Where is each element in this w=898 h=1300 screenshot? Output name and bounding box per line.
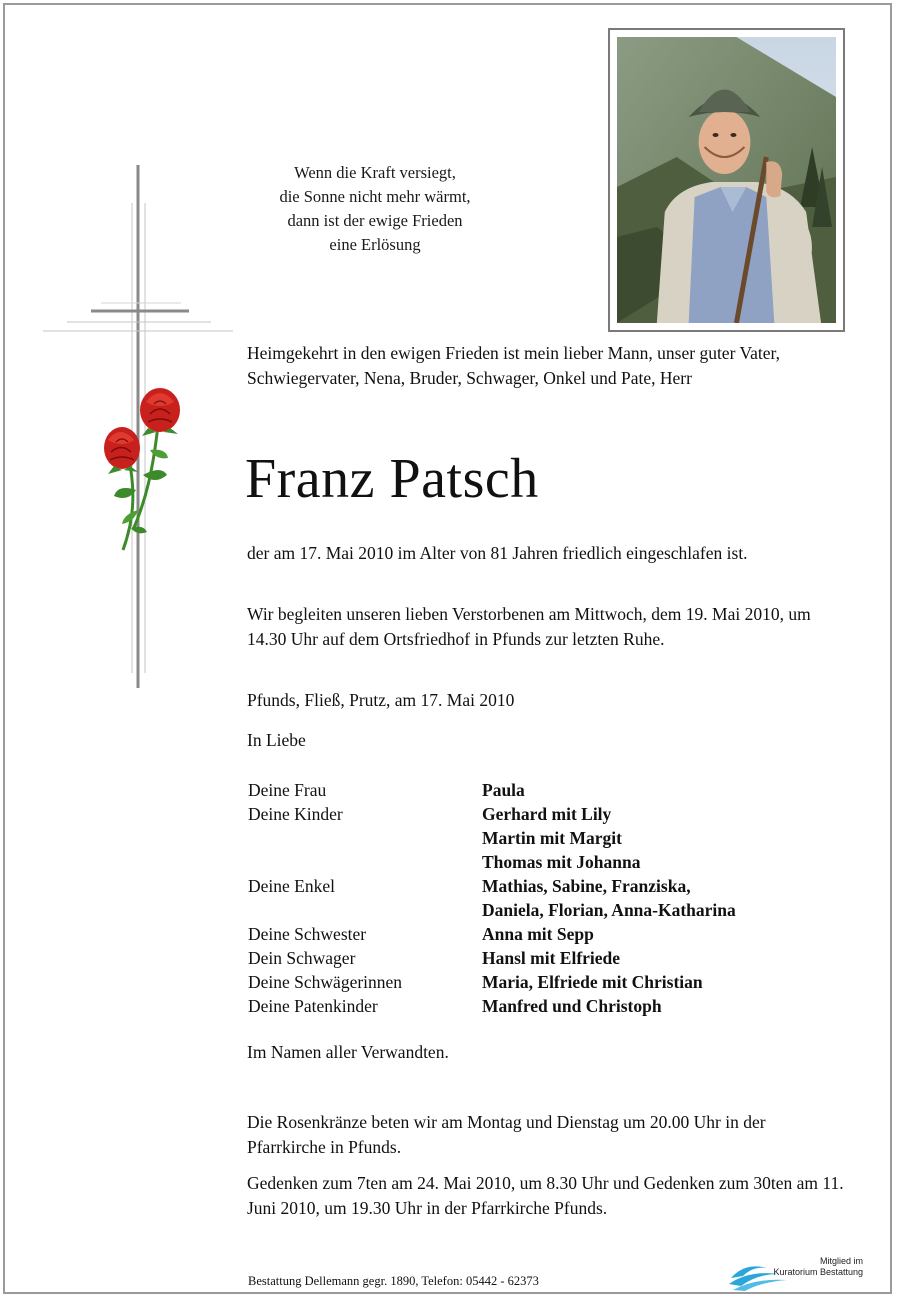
family-role: Dein Schwager: [248, 948, 356, 968]
deceased-name: Franz Patsch: [245, 448, 539, 510]
place-date: Pfunds, Fließ, Prutz, am 17. Mai 2010: [247, 690, 515, 710]
logo-line: Kuratorium Bestattung: [773, 1267, 863, 1277]
family-role: Deine Patenkinder: [248, 996, 378, 1016]
intro-text: Heimgekehrt in den ewigen Frieden ist mein lieber Mann, unser guter Vater, Schwiegervater, Nena, Bruder, Schwager, Onkel und Pate, Herr: [247, 343, 781, 388]
family-names: Anna mit Sepp: [482, 924, 594, 944]
family-names: Mathias, Sabine, Franziska,: [482, 876, 691, 896]
family-names: Hansl mit Elfriede: [482, 948, 621, 968]
logo-caption: [769, 1256, 863, 1278]
family-names: Maria, Elfriede mit Christian: [482, 972, 703, 992]
poem-line: die Sonne nicht mehr wärmt,: [279, 187, 471, 206]
family-names: Thomas mit Johanna: [482, 852, 641, 872]
family-role: Deine Schwägerinnen: [248, 972, 403, 992]
death-notice: der am 17. Mai 2010 im Alter von 81 Jahren friedlich eingeschlafen ist.: [247, 543, 748, 563]
family-role: Deine Frau: [248, 780, 327, 800]
footer-funeral-home: Bestattung Dellemann gegr. 1890, Telefon: 05442 - 62373: [248, 1274, 539, 1288]
family-names: Gerhard mit Lily: [482, 804, 612, 824]
logo-line: Mitglied im: [819, 1256, 863, 1266]
funeral-info: Wir begleiten unseren lieben Verstorbenen am Mittwoch, dem 19. Mai 2010, um 14.30 Uhr auf dem Ortsfriedhof in Pfunds zur letzten Ruhe.: [247, 604, 811, 649]
family-row: [248, 778, 848, 802]
family-list: [248, 778, 848, 1018]
rose-icon: [98, 380, 188, 555]
rosary-text: Die Rosenkränze beten wir am Montag und Dienstag um 20.00 Uhr in der Pfarrkirche in Pfunds.: [247, 1112, 766, 1157]
family-role: Deine Schwester: [248, 924, 367, 944]
poem-line: dann ist der ewige Frieden: [287, 211, 463, 230]
family-row: [248, 970, 848, 994]
in-love: In Liebe: [247, 730, 306, 750]
family-row: [248, 922, 848, 946]
family-names: Daniela, Florian, Anna-Katharina: [482, 900, 736, 920]
family-row: [248, 802, 848, 826]
portrait-photo: [608, 28, 845, 332]
family-names: Paula: [482, 780, 525, 800]
poem-line: Wenn die Kraft versiegt,: [294, 163, 456, 182]
family-role: [248, 850, 482, 874]
family-row: [248, 874, 848, 898]
family-role: Deine Kinder: [248, 804, 343, 824]
family-role: Deine Enkel: [248, 876, 335, 896]
relatives-text: Im Namen aller Verwandten.: [247, 1042, 449, 1062]
poem-line: eine Erlösung: [329, 235, 421, 254]
obituary-page: [3, 3, 892, 1294]
memorial-text: Gedenken zum 7ten am 24. Mai 2010, um 8.30 Uhr und Gedenken zum 30ten am 11. Juni 2010, um 19.30 Uhr in der Pfarrkirche Pfunds.: [247, 1173, 844, 1218]
family-row: [248, 826, 848, 850]
family-names: Manfred und Christoph: [482, 996, 662, 1016]
family-row: [248, 946, 848, 970]
family-role: [248, 826, 482, 850]
family-names: Martin mit Margit: [482, 828, 622, 848]
family-row: [248, 898, 848, 922]
poem: [225, 161, 525, 257]
family-row: [248, 994, 848, 1018]
family-role: [248, 898, 482, 922]
family-row: [248, 850, 848, 874]
kuratorium-logo: [727, 1254, 867, 1296]
